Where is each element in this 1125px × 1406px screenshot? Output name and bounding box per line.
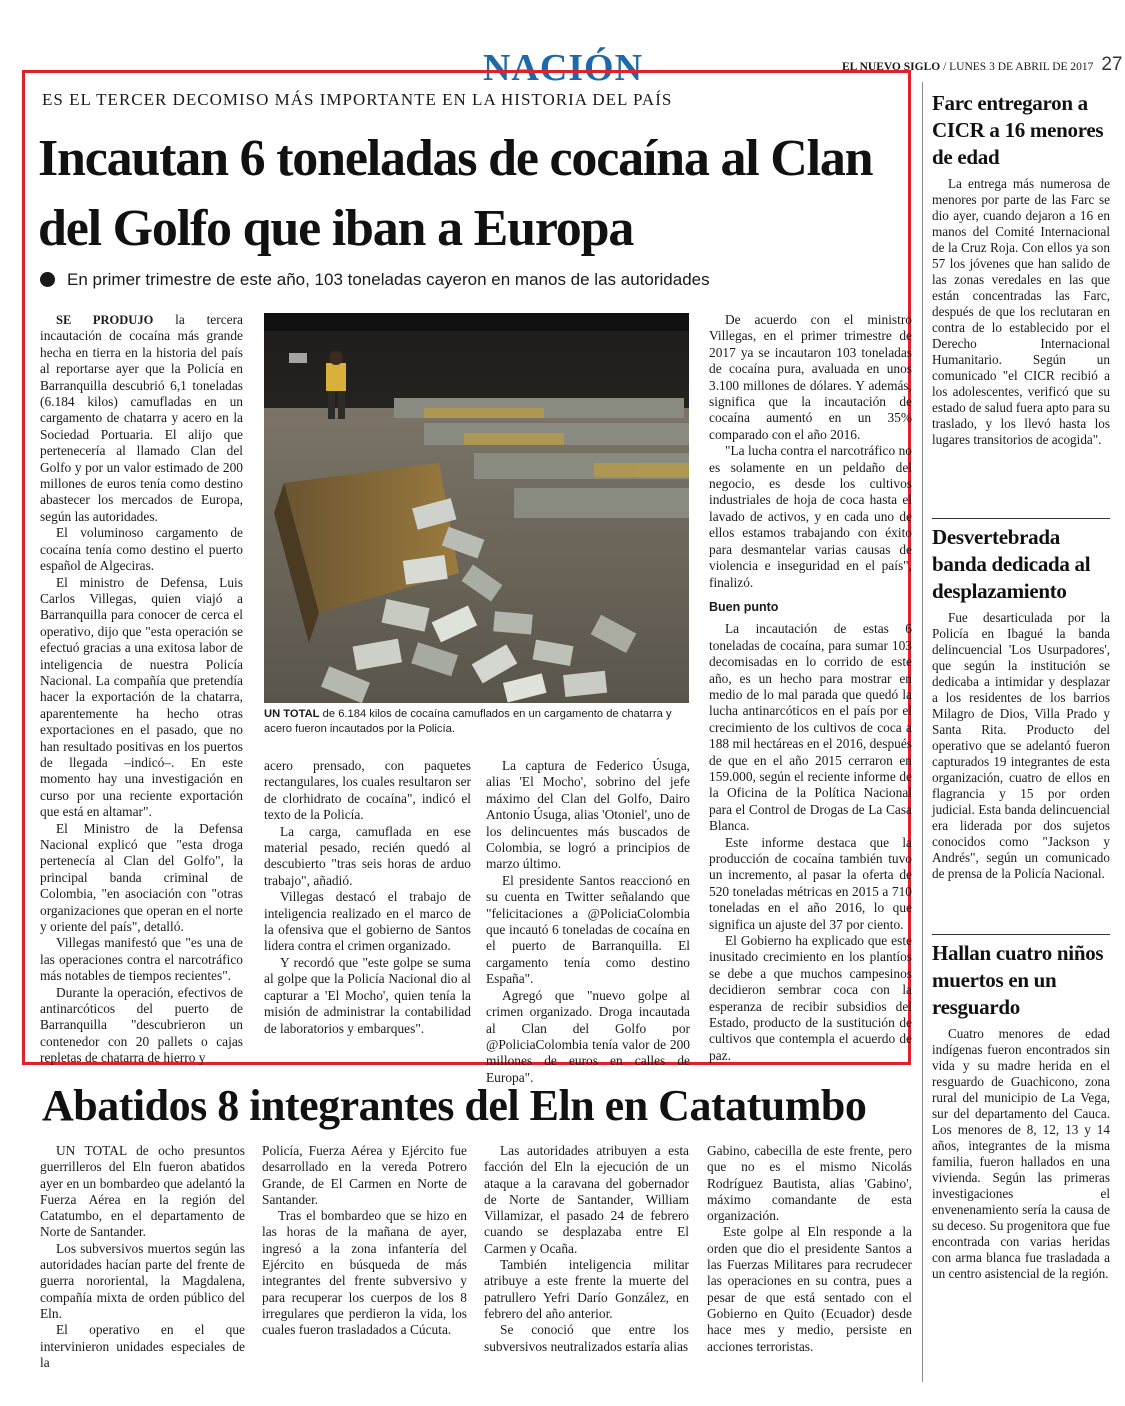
paragraph-text: la tercera incautación de cocaína más grande hecha en tierra en la historia del país al reportarse ayer que la Policía en Barranquilla descubrió 6,1 toneladas (6.184 kilos) camufladas en un cargamento de chatarra y acero en la Sociedad Portuaria. El alijo que pertenecería al llamado Clan del Golfo y por un valor estimado de 200 millones de euros tenía como destino abastecer los mercados de Europa, según las autoridades. [40, 312, 243, 524]
paragraph: Cuatro menores de edad indígenas fueron encontrados sin vida y su madre herida en el resguardo de Guachicono, zona rural del municipio de La Vega, sur del departamento del Cauca. Los menores de 8, 12, 13 y 14 años, integrantes de la misma familia, fueron hallados en una vivienda. Según las primeras investigaciones el envenenamiento sería la causa de su deceso. Su progenitora que fue encontrada con varias heridas con arma blanca fue trasladada a un centro asistencial de la región. [932, 1026, 1110, 1281]
paragraph: Durante la operación, efectivos de antinarcóticos del puerto de Barranquilla "descubrieron un contenedor con 20 pallets o cajas repletas de chatarra de hierro y [40, 984, 243, 1066]
sidebar-divider [932, 934, 1110, 935]
sidebar-divider [932, 518, 1110, 519]
paragraph: Agregó que "nuevo golpe al crimen organizado. Droga incautada al Clan del Golfo por @PoliciaColombia tenía valor de 200 millones de euros en calles de Europa". [486, 987, 690, 1085]
sidebar-story [932, 176, 1110, 448]
cocaine-seizure-photo [264, 313, 689, 703]
paragraph: La captura de Federico Úsuga, alias 'El Mocho', sobrino del jefe máximo del Clan del Golfo, Dairo Antonio Úsuga, alias 'Otoniel', uno de los delincuentes más buscados de Colombia, se logró a principios de marzo último. [486, 758, 690, 872]
paragraph: Este informe destaca que la producción de cocaína también tuvo un incremento, al pasar la oferta de 520 toneladas métricas en 2015 a 710 toneladas en el año 2016, lo que significa un ajuste del 37 por ciento. [709, 834, 912, 932]
paragraph: Y recordó que "este golpe se suma al golpe que la Policía Nacional dio al capturar a 'El Mocho', quien tenía la misión de administrar la contabilidad de laboratorios y embarques". [264, 954, 471, 1036]
paragraph: Villegas manifestó que "es una de las operaciones contra el narcotráfico más notables de tiempos recientes". [40, 935, 243, 984]
subheading: Buen punto [709, 599, 779, 614]
secondary-headline: Abatidos 8 integrantes del Eln en Catatumbo [42, 1081, 867, 1130]
paragraph: El Gobierno ha explicado que este inusitado crecimiento en los plantíos se debe a que muchos campesinos decidieron sembrar coca con la esperanza de recibir subsidios del Estado, producto de la sustitución de cultivos que contempla el acuerdo de paz. [709, 933, 912, 1063]
caption-lead: UN TOTAL [264, 708, 320, 720]
article-summary [40, 270, 900, 290]
sidebar-headline: Farc entregaron a CICR a 16 menores de edad [932, 91, 1104, 169]
paragraph: El presidente Santos reaccionó en su cuenta en Twitter señalando que "felicitaciones a @PoliciaColombia que incautó 6 toneladas de cocaína en el puerto de Barranquilla. El cargamento tenía como destino España". [486, 872, 690, 987]
article-photo [264, 313, 689, 703]
paragraph: acero prensado, con paquetes rectangulares, los cuales resultaron ser de clorhidrato de cocaína", indicó el texto de la Policía. [264, 758, 471, 823]
article-column-4 [709, 312, 912, 1064]
article-column-3 [486, 758, 690, 1086]
paragraph: La carga, camuflada en ese material pesado, recién quedó al descubierto "tras seis horas de arduo trabajo", añadió. [264, 823, 471, 888]
paragraph: El ministro de Defensa, Luis Carlos Villegas, quien viajó a Barranquilla para conocer de cerca el operativo, dijo que "esta operación se efectuó gracias a una exitosa labor de inteligencia de nuestra Policía Nacional. La compañía que pretendía hacer la exportación de la chatarra, aparentemente ha hecho otras exportaciones en el pasado, que no han resultado positivas en los puertos de llegada –indicó–. En este momento hay una investigación en curso por una reciente exportación que está en altamar". [40, 574, 243, 820]
paragraph: El voluminoso cargamento de cocaína tenía como destino el puerto español de Algeciras. [40, 525, 243, 574]
paragraph: Los subversivos muertos según las autoridades hacían parte del frente de guerra nororiental, la Magdalena, compañía mixta de orden público del Eln. [40, 1240, 245, 1321]
paragraph: Tras el bombardeo que se hizo en las horas de la mañana de ayer, ingresó a la zona infantería del Ejército en búsqueda de más integrantes del frente subversivo y para recuperar los cuerpos de los 8 irregulares que perdieron la vida, los cuales fueron trasladados a Cúcuta. [262, 1208, 467, 1338]
photo-caption [264, 707, 689, 736]
issue-date: / LUNES 3 DE ABRIL DE 2017 [943, 61, 1094, 73]
article-kicker: ES EL TERCER DECOMISO MÁS IMPORTANTE EN LA HISTORIA DEL PAÍS [42, 90, 673, 109]
article-column-2 [264, 758, 471, 1037]
lead-in: SE PRODUJO [56, 313, 154, 327]
paragraph: Gabino, cabecilla de este frente, pero que no es el mismo Nicolás Rodríguez Bautista, alias 'Gabino', máximo comandante de esta organización. [707, 1143, 912, 1224]
secondary-column-2 [262, 1143, 467, 1339]
bullet-icon [40, 272, 55, 287]
paragraph: Se conoció que entre los subversivos neutralizados estaría alias [484, 1322, 689, 1354]
paragraph: UN TOTAL de ocho presuntos guerrilleros del Eln fueron abatidos ayer en un bombardeo que adelantó la Fuerza Aérea en la región del Catatumbo, en el departamento de Norte de Santander. [40, 1143, 245, 1240]
secondary-column-3 [484, 1143, 689, 1355]
sidebar-headline: Hallan cuatro niños muertos en un resguardo [932, 941, 1104, 1019]
paragraph: "La lucha contra el narcotráfico no es solamente en un peldaño del negocio, es desde los cultivos industriales de hoja de coca hasta el lavado de activos, y en cada uno de ellos estamos trabajando con éxito para desmantelar varias causas de violencia e inseguridad en el país", finalizó. [709, 443, 912, 590]
paragraph: La incautación de estas 6 toneladas de cocaína, para sumar 103 decomisadas en lo corrido de este año, es un hecho para mostrar en medio de lo mal parada que quedó la lucha antinarcóticos en el país por el crecimiento de los cultivos de coca a 188 mil hectáreas en el 2016, después de que en el año 2015 cerraron en 159.000, según el reciente informe de la Oficina de la Política Nacional para el Control de Drogas de La Casa Blanca. [709, 621, 912, 834]
paragraph: De acuerdo con el ministro Villegas, en el primer trimestre de 2017 ya se incautaron 103 toneladas de cocaína pura, avaluada en unos 3.100 millones de dólares. Y además, significa que la incautación de cocaína aumentó en un 35% comparado con el año 2016. [709, 312, 912, 442]
paragraph: El operativo en el que intervinieron unidades especiales de la [40, 1322, 245, 1370]
summary-text: En primer trimestre de este año, 103 toneladas cayeron en manos de las autoridades [67, 270, 710, 289]
article-headline: Incautan 6 toneladas de cocaína al Clan del Golfo que iban a Europa [38, 130, 873, 257]
column-divider [922, 82, 923, 1382]
page-number: 27 [1101, 54, 1123, 75]
secondary-column-1 [40, 1143, 245, 1371]
caption-text: de 6.184 kilos de cocaína camuflados en un cargamento de chatarra y acero fueron incautados por la Policía. [264, 708, 672, 735]
newspaper-name: EL NUEVO SIGLO [842, 61, 941, 73]
sidebar-headline: Desvertebrada banda dedicada al desplazamiento [932, 525, 1091, 603]
sidebar-story [932, 610, 1110, 882]
paragraph: Este golpe al Eln responde a la orden que dio el presidente Santos a las Fuerzas Militares para recrudecer las operaciones en su contra, pues a pesar de que está sentado con el Gobierno en Quito (Ecuador) desde hace mes y medio, persiste en acciones terroristas. [707, 1224, 912, 1354]
paragraph: También inteligencia militar atribuye a este frente la muerte del patrullero Yefri Darío González, en febrero del año anterior. [484, 1257, 689, 1321]
sidebar-story [932, 1026, 1110, 1282]
paragraph: Las autoridades atribuyen a esta facción del Eln la ejecución de un ataque a la caravana del gobernador de Norte de Santander, William Villamizar, el pasado 24 de febrero cuando se desplazaba entre El Carmen y Ocaña. [484, 1143, 689, 1256]
article-column-1 [40, 312, 243, 1067]
paragraph: El Ministro de la Defensa Nacional explicó que "esta droga pertenecía al Clan del Golfo", la principal banda criminal de Colombia, "en asociación con "otras organizaciones que operan en el norte y oriente del país", detalló. [40, 820, 243, 935]
secondary-column-4 [707, 1143, 912, 1355]
paragraph: La entrega más numerosa de menores por parte de las Farc se dio ayer, cuando dejaron a 16 en manos del Comité Internacional de la Cruz Roja. Con ellos ya son 57 los jóvenes que han salido de las zonas veredales en las que están concentradas las Farc, después de que los reclutaran en contra de lo establecido por el Derecho Internacional Humanitario. Según un comunicado "el CICR recibió a los adolescentes, verificó que su estado de salud fuera apto para su traslado, y los llevó hasta los lugares transitorios de acogida". [932, 176, 1110, 447]
paragraph: Villegas destacó el trabajo de inteligencia realizado en el marco de la ofensiva que el gobierno de Santos lidera contra el crimen organizado. [264, 889, 471, 954]
paragraph [40, 312, 243, 525]
section-title: NACIÓN [482, 47, 644, 89]
paragraph: Fue desarticulada por la Policía en Ibagué la banda delincuencial 'Los Usurpadores', que según la institución se dedicaba a intimidar y desplazar a los residentes de los barrios Milagro de Dios, Villa Prado y Santa Rita. Producto del operativo que se adelantó fueron capturados 19 integrantes de esta organización, cuatro de ellos en flagrancia y 15 por orden judicial. Esta banda delincuencial era liderada por dos sujetos conocidos como "Jackson y Andrés", según un comunicado de prensa de la Policía Nacional. [932, 610, 1110, 881]
paragraph: Policía, Fuerza Aérea y Ejército fue desarrollado en la vereda Potrero Grande, de El Carmen en Norte de Santander. [262, 1143, 467, 1207]
